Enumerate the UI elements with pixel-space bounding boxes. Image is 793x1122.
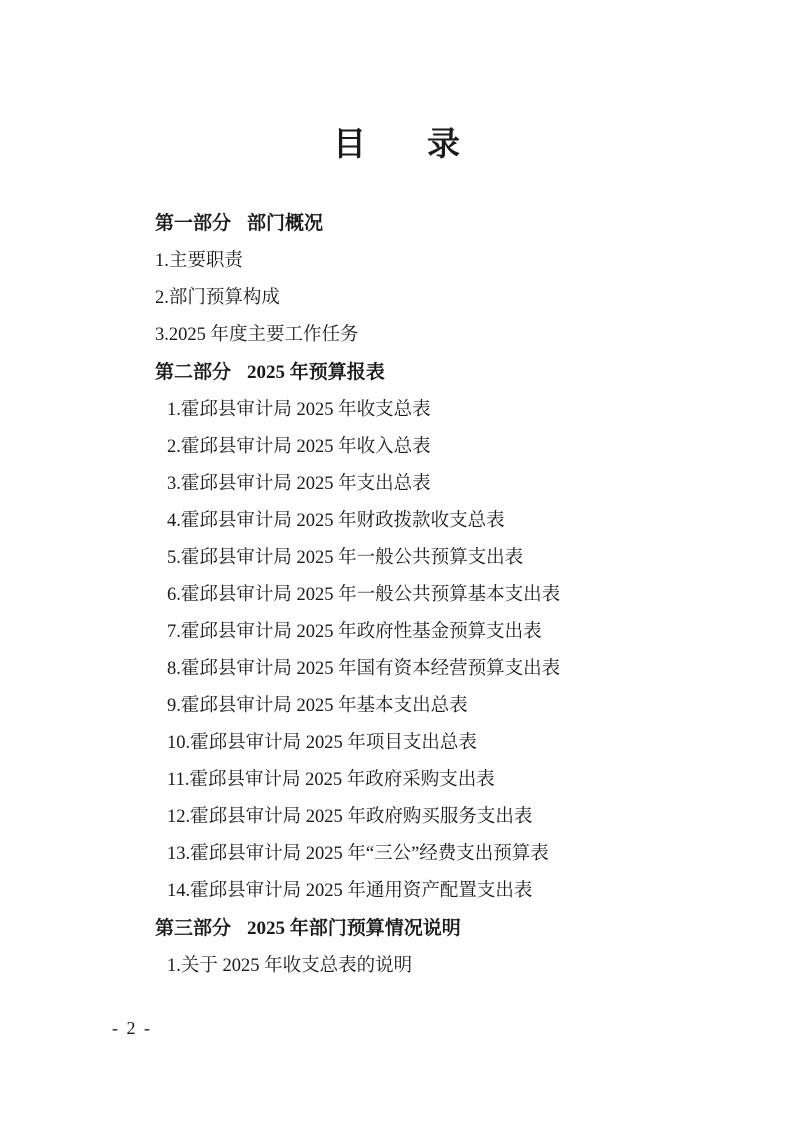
toc-entry[interactable]: 6.霍邱县审计局 2025 年一般公共预算基本支出表 xyxy=(167,585,561,605)
toc-entry[interactable]: 12.霍邱县审计局 2025 年政府购买服务支出表 xyxy=(167,807,533,827)
toc-entry[interactable]: 11.霍邱县审计局 2025 年政府采购支出表 xyxy=(167,770,495,790)
toc-entry[interactable]: 1.关于 2025 年收支总表的说明 xyxy=(167,956,413,976)
page-title: 目 录 xyxy=(333,127,474,163)
toc-section-heading xyxy=(155,205,675,243)
toc-section-title: 2025 年预算报表 xyxy=(247,362,385,383)
toc-section-title: 2025 年部门预算情况说明 xyxy=(247,918,461,939)
toc-entry[interactable]: 3.霍邱县审计局 2025 年支出总表 xyxy=(167,474,431,494)
toc-entry[interactable]: 7.霍邱县审计局 2025 年政府性基金预算支出表 xyxy=(167,622,542,642)
toc-entry[interactable]: 5.霍邱县审计局 2025 年一般公共预算支出表 xyxy=(167,548,524,568)
toc-section-title: 部门概况 xyxy=(247,213,324,234)
toc-section-label: 第二部分 xyxy=(155,362,232,383)
toc-entry[interactable]: 1.主要职责 xyxy=(155,251,243,271)
toc-entry[interactable]: 10.霍邱县审计局 2025 年项目支出总表 xyxy=(167,733,477,753)
page-number: - 2 - xyxy=(112,1018,152,1038)
toc-entry[interactable]: 9.霍邱县审计局 2025 年基本支出总表 xyxy=(167,696,468,716)
toc-entry[interactable]: 14.霍邱县审计局 2025 年通用资产配置支出表 xyxy=(167,881,533,901)
toc-entry[interactable]: 1.霍邱县审计局 2025 年收支总表 xyxy=(167,400,431,420)
toc-entry[interactable]: 2.部门预算构成 xyxy=(155,288,280,308)
toc-section-label: 第三部分 xyxy=(155,918,232,939)
toc-section-heading xyxy=(155,354,675,392)
table-of-contents xyxy=(155,205,675,985)
toc-entry[interactable]: 8.霍邱县审计局 2025 年国有资本经营预算支出表 xyxy=(167,659,561,679)
toc-entry[interactable]: 2.霍邱县审计局 2025 年收入总表 xyxy=(167,437,431,457)
toc-entry[interactable]: 4.霍邱县审计局 2025 年财政拨款收支总表 xyxy=(167,511,505,531)
toc-entry[interactable]: 3.2025 年度主要工作任务 xyxy=(155,325,359,345)
toc-section-label: 第一部分 xyxy=(155,213,232,234)
toc-section-heading xyxy=(155,910,675,948)
toc-entry[interactable]: 13.霍邱县审计局 2025 年“三公”经费支出预算表 xyxy=(167,844,549,864)
